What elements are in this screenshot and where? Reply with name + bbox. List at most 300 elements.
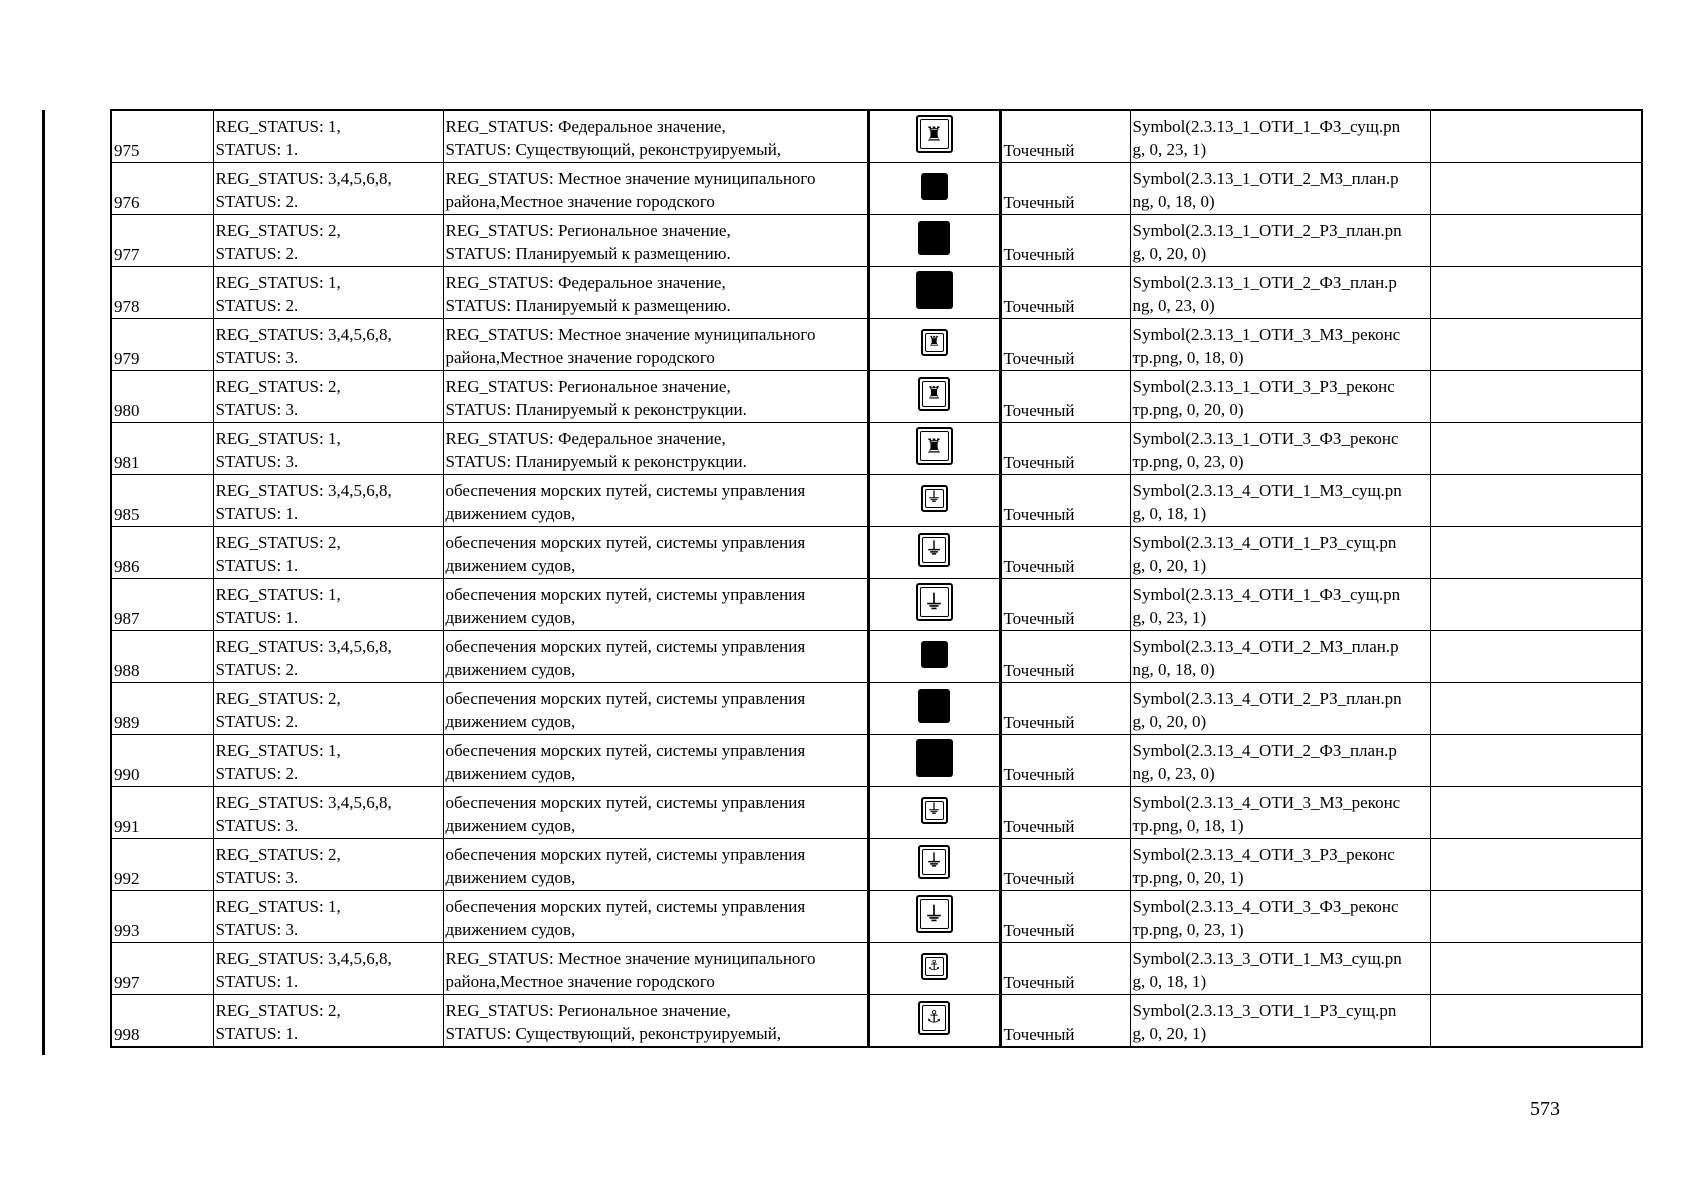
symbol-definition-cell (1130, 423, 1430, 475)
table-row (111, 319, 1642, 371)
geometry-type-cell (1000, 891, 1130, 943)
description-line: движением судов, (445, 815, 576, 835)
geometry-type-cell (1000, 163, 1130, 215)
reg-status-line: REG_STATUS: 2, (215, 220, 341, 240)
description-line: REG_STATUS: Местное значение муниципального (445, 168, 816, 188)
table-row (111, 631, 1642, 683)
anchor-icon (918, 1001, 950, 1035)
symbol-definition-line: Symbol(2.3.13_4_ОТИ_1_РЗ_сущ.pn (1132, 532, 1397, 552)
symbol-definition-line: тр.png, 0, 23, 1) (1132, 919, 1244, 939)
status-line: STATUS: 3. (215, 815, 299, 835)
icon-glyph: ⏚ (924, 590, 944, 614)
symbol-table (110, 109, 1643, 1048)
row-number-cell (111, 995, 213, 1048)
description-line: REG_STATUS: Региональное значение, (445, 220, 731, 240)
empty-cell (1430, 579, 1642, 631)
row-number-cell (111, 319, 213, 371)
row-number: 988 (114, 661, 140, 680)
beacon-icon (918, 533, 950, 567)
geometry-type: Точечный (1003, 141, 1075, 160)
geometry-type-cell (1000, 215, 1130, 267)
description-line: движением судов, (445, 763, 576, 783)
beacon-icon (921, 485, 948, 512)
solid-square-icon (918, 221, 950, 255)
icon-glyph: ⏚ (927, 802, 941, 818)
status-line: STATUS: 2. (215, 659, 299, 679)
symbol-definition-line: g, 0, 18, 1) (1132, 971, 1207, 991)
symbol-definition-line: Symbol(2.3.13_1_ОТИ_1_ФЗ_сущ.pn (1132, 116, 1401, 136)
geometry-type-cell (1000, 631, 1130, 683)
tower-icon (918, 377, 950, 411)
symbol-preview-cell (868, 943, 1000, 995)
symbol-preview-cell (868, 579, 1000, 631)
icon-glyph: ⚓ (926, 1007, 942, 1028)
reg-status-cell (213, 631, 443, 683)
solid-square-icon (918, 689, 950, 723)
symbol-definition-cell (1130, 110, 1430, 163)
symbol-definition-line: ng, 0, 18, 0) (1132, 659, 1215, 679)
reg-status-cell (213, 163, 443, 215)
symbol-preview-cell (868, 631, 1000, 683)
table-row (111, 839, 1642, 891)
symbol-definition-line: тр.png, 0, 20, 0) (1132, 399, 1244, 419)
description-line: движением судов, (445, 867, 576, 887)
symbol-definition-line: Symbol(2.3.13_1_ОТИ_3_МЗ_реконс (1132, 324, 1401, 344)
row-number-cell (111, 891, 213, 943)
icon-glyph: ⚓ (927, 958, 941, 974)
solid-square-icon (921, 641, 948, 668)
empty-cell (1430, 527, 1642, 579)
reg-status-cell (213, 995, 443, 1048)
solid-square-icon (916, 739, 953, 777)
geometry-type: Точечный (1003, 453, 1075, 472)
reg-status-cell (213, 891, 443, 943)
symbol-definition-cell (1130, 683, 1430, 735)
symbol-definition-cell (1130, 735, 1430, 787)
symbol-definition-line: Symbol(2.3.13_4_ОТИ_2_РЗ_план.pn (1132, 688, 1402, 708)
description-cell (443, 995, 868, 1048)
icon-glyph: ⏚ (924, 902, 944, 926)
geometry-type: Точечный (1003, 193, 1075, 212)
reg-status-cell (213, 371, 443, 423)
symbol-definition-cell (1130, 787, 1430, 839)
description-line: STATUS: Планируемый к размещению. (445, 243, 731, 263)
description-cell (443, 371, 868, 423)
geometry-type-cell (1000, 579, 1130, 631)
table-row (111, 891, 1642, 943)
symbol-preview-cell (868, 319, 1000, 371)
status-line: STATUS: 3. (215, 347, 299, 367)
empty-cell (1430, 839, 1642, 891)
icon-glyph: ♜ (926, 383, 942, 404)
row-number: 985 (114, 505, 140, 524)
description-cell (443, 579, 868, 631)
symbol-definition-cell (1130, 475, 1430, 527)
reg-status-line: REG_STATUS: 1, (215, 272, 341, 292)
row-number: 992 (114, 869, 140, 888)
reg-status-cell (213, 683, 443, 735)
table-row (111, 579, 1642, 631)
description-cell (443, 683, 868, 735)
description-cell (443, 839, 868, 891)
description-line: района,Местное значение городского (445, 971, 715, 991)
symbol-preview-cell (868, 163, 1000, 215)
description-line: обеспечения морских путей, системы управления (445, 740, 806, 760)
symbol-definition-line: Symbol(2.3.13_4_ОТИ_3_ФЗ_реконс (1132, 896, 1399, 916)
status-line: STATUS: 1. (215, 607, 299, 627)
symbol-definition-line: g, 0, 23, 1) (1132, 607, 1207, 627)
symbol-definition-line: g, 0, 20, 0) (1132, 711, 1207, 731)
reg-status-line: REG_STATUS: 3,4,5,6,8, (215, 636, 392, 656)
reg-status-line: REG_STATUS: 3,4,5,6,8, (215, 792, 392, 812)
table-row (111, 995, 1642, 1048)
symbol-definition-line: Symbol(2.3.13_1_ОТИ_2_РЗ_план.pn (1132, 220, 1402, 240)
beacon-icon (921, 797, 948, 824)
reg-status-cell (213, 319, 443, 371)
status-line: STATUS: 1. (215, 139, 299, 159)
reg-status-line: REG_STATUS: 3,4,5,6,8, (215, 168, 392, 188)
symbol-preview-cell (868, 371, 1000, 423)
symbol-definition-line: Symbol(2.3.13_4_ОТИ_3_МЗ_реконс (1132, 792, 1401, 812)
empty-cell (1430, 267, 1642, 319)
empty-cell (1430, 631, 1642, 683)
description-line: REG_STATUS: Местное значение муниципального (445, 948, 816, 968)
reg-status-cell (213, 579, 443, 631)
symbol-definition-line: Symbol(2.3.13_3_ОТИ_1_МЗ_сущ.pn (1132, 948, 1402, 968)
symbol-preview-cell (868, 995, 1000, 1048)
row-number-cell (111, 631, 213, 683)
symbol-preview-cell (868, 475, 1000, 527)
symbol-definition-line: g, 0, 23, 1) (1132, 139, 1207, 159)
symbol-definition-line: g, 0, 20, 1) (1132, 555, 1207, 575)
symbol-definition-cell (1130, 267, 1430, 319)
solid-square-icon (916, 271, 953, 309)
description-line: REG_STATUS: Федеральное значение, (445, 272, 726, 292)
geometry-type: Точечный (1003, 609, 1075, 628)
table-row (111, 683, 1642, 735)
row-number: 976 (114, 193, 140, 212)
status-line: STATUS: 2. (215, 191, 299, 211)
description-line: обеспечения морских путей, системы управления (445, 844, 806, 864)
row-number: 979 (114, 349, 140, 368)
status-line: STATUS: 1. (215, 971, 299, 991)
symbol-definition-cell (1130, 839, 1430, 891)
row-number-cell (111, 839, 213, 891)
row-number: 991 (114, 817, 140, 836)
geometry-type: Точечный (1003, 557, 1075, 576)
symbol-preview-cell (868, 267, 1000, 319)
reg-status-line: REG_STATUS: 1, (215, 428, 341, 448)
row-number: 989 (114, 713, 140, 732)
row-number: 981 (114, 453, 140, 472)
symbol-preview-cell (868, 683, 1000, 735)
beacon-icon (918, 845, 950, 879)
description-line: движением судов, (445, 607, 576, 627)
symbol-definition-line: ng, 0, 18, 0) (1132, 191, 1215, 211)
reg-status-line: REG_STATUS: 1, (215, 584, 341, 604)
geometry-type-cell (1000, 943, 1130, 995)
empty-cell (1430, 683, 1642, 735)
empty-cell (1430, 787, 1642, 839)
geometry-type-cell (1000, 110, 1130, 163)
geometry-type: Точечный (1003, 921, 1075, 940)
symbol-definition-cell (1130, 631, 1430, 683)
icon-glyph: ⏚ (925, 539, 943, 560)
description-line: движением судов, (445, 711, 576, 731)
tower-icon (921, 329, 948, 356)
geometry-type: Точечный (1003, 349, 1075, 368)
row-number-cell (111, 735, 213, 787)
reg-status-line: REG_STATUS: 2, (215, 844, 341, 864)
geometry-type: Точечный (1003, 765, 1075, 784)
row-number: 986 (114, 557, 140, 576)
description-cell (443, 943, 868, 995)
table-row (111, 423, 1642, 475)
description-line: движением судов, (445, 555, 576, 575)
row-number-cell (111, 371, 213, 423)
symbol-preview-cell (868, 423, 1000, 475)
symbol-definition-line: Symbol(2.3.13_1_ОТИ_3_ФЗ_реконс (1132, 428, 1399, 448)
row-number: 993 (114, 921, 140, 940)
table-body (111, 110, 1642, 1047)
symbol-preview-cell (868, 215, 1000, 267)
description-cell (443, 891, 868, 943)
description-line: движением судов, (445, 919, 576, 939)
status-line: STATUS: 2. (215, 711, 299, 731)
geometry-type-cell (1000, 475, 1130, 527)
description-line: REG_STATUS: Региональное значение, (445, 1000, 731, 1020)
symbol-definition-line: тр.png, 0, 20, 1) (1132, 867, 1244, 887)
row-number: 990 (114, 765, 140, 784)
description-cell (443, 319, 868, 371)
description-cell (443, 215, 868, 267)
row-number: 977 (114, 245, 140, 264)
description-cell (443, 423, 868, 475)
description-cell (443, 631, 868, 683)
row-number: 998 (114, 1025, 140, 1044)
reg-status-cell (213, 787, 443, 839)
description-line: движением судов, (445, 503, 576, 523)
row-number-cell (111, 267, 213, 319)
empty-cell (1430, 475, 1642, 527)
table-row (111, 371, 1642, 423)
icon-glyph: ♜ (925, 434, 943, 458)
page-number: 573 (1530, 1098, 1560, 1120)
symbol-definition-cell (1130, 995, 1430, 1048)
description-line: STATUS: Существующий, реконструируемый, (445, 139, 782, 159)
geometry-type: Точечный (1003, 401, 1075, 420)
table-row (111, 163, 1642, 215)
symbol-definition-line: Symbol(2.3.13_4_ОТИ_3_РЗ_реконс (1132, 844, 1395, 864)
status-line: STATUS: 1. (215, 555, 299, 575)
status-line: STATUS: 2. (215, 295, 299, 315)
empty-cell (1430, 163, 1642, 215)
geometry-type: Точечный (1003, 973, 1075, 992)
reg-status-cell (213, 267, 443, 319)
symbol-definition-line: Symbol(2.3.13_4_ОТИ_2_МЗ_план.p (1132, 636, 1399, 656)
description-line: движением судов, (445, 659, 576, 679)
geometry-type-cell (1000, 995, 1130, 1048)
symbol-definition-line: тр.png, 0, 18, 0) (1132, 347, 1244, 367)
reg-status-line: REG_STATUS: 3,4,5,6,8, (215, 948, 392, 968)
description-cell (443, 735, 868, 787)
row-number-cell (111, 423, 213, 475)
geometry-type: Точечный (1003, 661, 1075, 680)
description-line: STATUS: Планируемый к реконструкции. (445, 451, 747, 471)
row-number-cell (111, 943, 213, 995)
row-number-cell (111, 787, 213, 839)
description-line: REG_STATUS: Федеральное значение, (445, 116, 726, 136)
reg-status-line: REG_STATUS: 2, (215, 688, 341, 708)
description-line: REG_STATUS: Федеральное значение, (445, 428, 726, 448)
symbol-definition-cell (1130, 943, 1430, 995)
row-number: 978 (114, 297, 140, 316)
geometry-type-cell (1000, 735, 1130, 787)
empty-cell (1430, 319, 1642, 371)
symbol-definition-line: Symbol(2.3.13_4_ОТИ_2_ФЗ_план.p (1132, 740, 1397, 760)
symbol-definition-line: Symbol(2.3.13_1_ОТИ_2_МЗ_план.p (1132, 168, 1399, 188)
symbol-definition-cell (1130, 527, 1430, 579)
description-cell (443, 110, 868, 163)
description-line: обеспечения морских путей, системы управления (445, 688, 806, 708)
icon-glyph: ⏚ (925, 851, 943, 872)
reg-status-line: REG_STATUS: 2, (215, 1000, 341, 1020)
table-row (111, 475, 1642, 527)
description-cell (443, 787, 868, 839)
status-line: STATUS: 3. (215, 867, 299, 887)
description-line: обеспечения морских путей, системы управления (445, 636, 806, 656)
tower-icon (916, 427, 953, 465)
symbol-definition-line: Symbol(2.3.13_4_ОТИ_1_ФЗ_сущ.pn (1132, 584, 1401, 604)
symbol-definition-cell (1130, 319, 1430, 371)
geometry-type: Точечный (1003, 869, 1075, 888)
symbol-definition-cell (1130, 579, 1430, 631)
geometry-type-cell (1000, 267, 1130, 319)
empty-cell (1430, 943, 1642, 995)
symbol-preview-cell (868, 110, 1000, 163)
geometry-type-cell (1000, 527, 1130, 579)
description-line: района,Местное значение городского (445, 347, 715, 367)
symbol-definition-line: тр.png, 0, 18, 1) (1132, 815, 1244, 835)
status-line: STATUS: 3. (215, 451, 299, 471)
symbol-definition-cell (1130, 371, 1430, 423)
empty-cell (1430, 371, 1642, 423)
geometry-type-cell (1000, 423, 1130, 475)
status-line: STATUS: 3. (215, 399, 299, 419)
description-line: REG_STATUS: Региональное значение, (445, 376, 731, 396)
beacon-icon (916, 583, 953, 621)
table-row (111, 110, 1642, 163)
geometry-type: Точечный (1003, 245, 1075, 264)
description-line: обеспечения морских путей, системы управления (445, 532, 806, 552)
reg-status-line: REG_STATUS: 1, (215, 116, 341, 136)
symbol-definition-line: ng, 0, 23, 0) (1132, 295, 1215, 315)
reg-status-cell (213, 215, 443, 267)
description-line: STATUS: Существующий, реконструируемый, (445, 1023, 782, 1043)
reg-status-line: REG_STATUS: 2, (215, 376, 341, 396)
status-line: STATUS: 3. (215, 919, 299, 939)
empty-cell (1430, 995, 1642, 1048)
row-number-cell (111, 110, 213, 163)
symbol-definition-line: g, 0, 20, 0) (1132, 243, 1207, 263)
row-number: 997 (114, 973, 140, 992)
symbol-preview-cell (868, 787, 1000, 839)
reg-status-line: REG_STATUS: 1, (215, 740, 341, 760)
row-number-cell (111, 163, 213, 215)
geometry-type-cell (1000, 787, 1130, 839)
geometry-type-cell (1000, 319, 1130, 371)
reg-status-cell (213, 423, 443, 475)
table-row (111, 267, 1642, 319)
reg-status-cell (213, 475, 443, 527)
row-number-cell (111, 527, 213, 579)
symbol-definition-line: Symbol(2.3.13_3_ОТИ_1_РЗ_сущ.pn (1132, 1000, 1397, 1020)
geometry-type-cell (1000, 371, 1130, 423)
symbol-definition-line: Symbol(2.3.13_1_ОТИ_3_РЗ_реконс (1132, 376, 1395, 396)
description-cell (443, 267, 868, 319)
table-row (111, 215, 1642, 267)
geometry-type: Точечный (1003, 505, 1075, 524)
status-line: STATUS: 1. (215, 503, 299, 523)
symbol-preview-cell (868, 839, 1000, 891)
description-line: STATUS: Планируемый к реконструкции. (445, 399, 747, 419)
description-line: STATUS: Планируемый к размещению. (445, 295, 731, 315)
geometry-type: Точечный (1003, 297, 1075, 316)
status-line: STATUS: 2. (215, 763, 299, 783)
description-line: обеспечения морских путей, системы управления (445, 792, 806, 812)
symbol-preview-cell (868, 735, 1000, 787)
symbol-definition-line: тр.png, 0, 23, 0) (1132, 451, 1244, 471)
symbol-definition-cell (1130, 163, 1430, 215)
geometry-type-cell (1000, 839, 1130, 891)
geometry-type: Точечный (1003, 817, 1075, 836)
reg-status-line: REG_STATUS: 3,4,5,6,8, (215, 324, 392, 344)
reg-status-line: REG_STATUS: 2, (215, 532, 341, 552)
table-row (111, 787, 1642, 839)
empty-cell (1430, 423, 1642, 475)
row-number-cell (111, 683, 213, 735)
description-cell (443, 527, 868, 579)
tower-icon (916, 115, 953, 153)
description-line: обеспечения морских путей, системы управления (445, 584, 806, 604)
margin-rule (42, 110, 45, 1055)
table-row (111, 527, 1642, 579)
description-line: района,Местное значение городского (445, 191, 715, 211)
symbol-definition-line: g, 0, 18, 1) (1132, 503, 1207, 523)
reg-status-line: REG_STATUS: 1, (215, 896, 341, 916)
reg-status-cell (213, 527, 443, 579)
beacon-icon (916, 895, 953, 933)
status-line: STATUS: 1. (215, 1023, 299, 1043)
table-row (111, 735, 1642, 787)
geometry-type-cell (1000, 683, 1130, 735)
symbol-definition-line: ng, 0, 23, 0) (1132, 763, 1215, 783)
reg-status-cell (213, 735, 443, 787)
description-cell (443, 163, 868, 215)
reg-status-cell (213, 839, 443, 891)
symbol-definition-cell (1130, 891, 1430, 943)
table-row (111, 943, 1642, 995)
row-number-cell (111, 215, 213, 267)
description-line: REG_STATUS: Местное значение муниципального (445, 324, 816, 344)
geometry-type: Точечный (1003, 1025, 1075, 1044)
empty-cell (1430, 735, 1642, 787)
icon-glyph: ♜ (927, 334, 941, 350)
anchor-icon (921, 953, 948, 980)
symbol-definition-line: g, 0, 20, 1) (1132, 1023, 1207, 1043)
row-number-cell (111, 475, 213, 527)
symbol-preview-cell (868, 891, 1000, 943)
